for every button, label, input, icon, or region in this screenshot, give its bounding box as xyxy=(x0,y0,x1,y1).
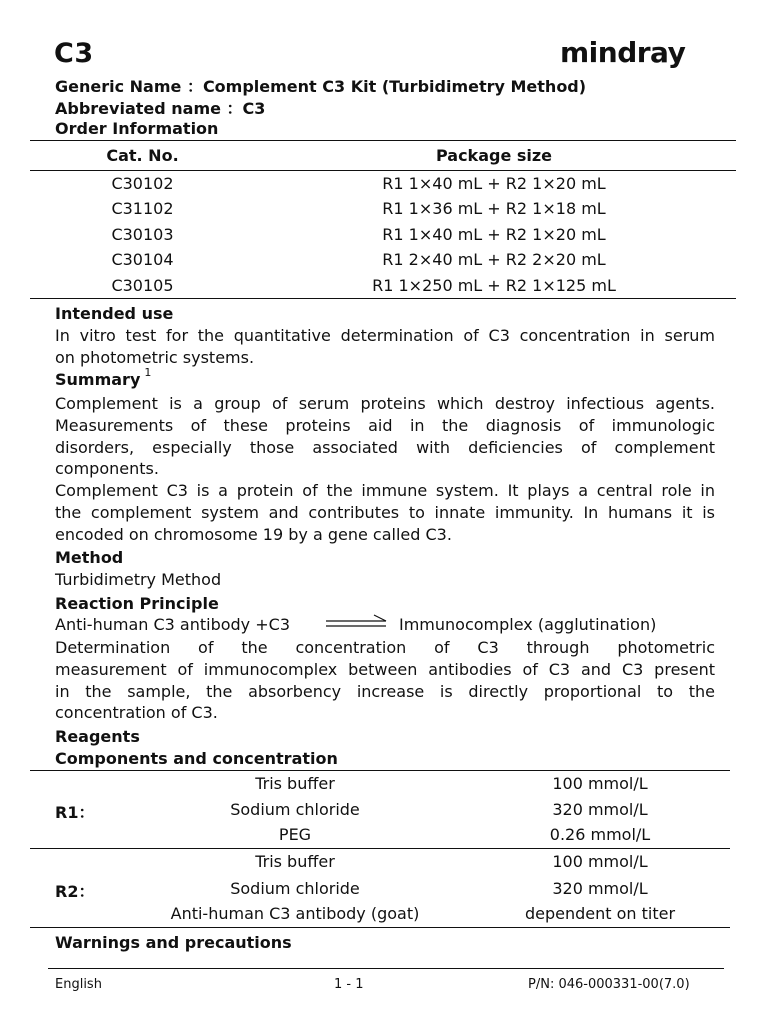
table-cell-cat: C30104 xyxy=(111,250,174,269)
reagent-component-concentration: 100 mmol/L xyxy=(552,774,648,793)
reaction-left-side: Anti-human C3 antibody +C3 xyxy=(55,615,290,634)
intended-use-line: In vitro test for the quantitative determination of C3 concentration in serum xyxy=(55,326,715,345)
summary-line: encoded on chromosome 19 by a gene called C3. xyxy=(55,525,452,544)
reagent-component-name: PEG xyxy=(278,825,312,844)
footer-language: English xyxy=(55,977,102,992)
reagent-component-concentration: 100 mmol/L xyxy=(552,852,648,871)
intended-use-heading: Intended use xyxy=(55,304,174,323)
summary-line: disorders, especially those associated with deficiencies of complement xyxy=(55,438,715,457)
column-header-cat-no: Cat. No. xyxy=(106,146,179,165)
reaction-right-side: Immunocomplex (agglutination) xyxy=(399,615,657,634)
reagent-component-concentration: 0.26 mmol/L xyxy=(549,825,651,844)
table-top-rule xyxy=(30,140,736,141)
table-cell-package: R1 1×36 mL + R2 1×18 mL xyxy=(382,199,606,218)
reagent-component-name: Anti-human C3 antibody (goat) xyxy=(170,904,420,923)
summary-heading-text: Summary xyxy=(55,370,141,389)
reagent-component-name: Tris buffer xyxy=(255,852,335,871)
method-heading: Method xyxy=(55,548,124,567)
summary-line: Complement is a group of serum proteins which destroy infectious agents. xyxy=(55,394,715,413)
table-cell-cat: C30105 xyxy=(111,276,174,295)
summary-line: components. xyxy=(55,459,159,478)
table-cell-package: R1 1×40 mL + R2 1×20 mL xyxy=(382,174,606,193)
components-heading: Components and concentration xyxy=(55,749,338,768)
table-cell-cat: C30103 xyxy=(111,225,174,244)
table-header-rule xyxy=(30,170,736,171)
table-cell-package: R1 2×40 mL + R2 2×20 mL xyxy=(382,250,606,269)
warnings-heading: Warnings and precautions xyxy=(55,933,292,952)
table-cell-cat: C30102 xyxy=(111,174,174,193)
brand-logo: mindray xyxy=(560,36,686,69)
order-information-heading: Order Information xyxy=(55,119,219,138)
summary-line: Complement C3 is a protein of the immune system. It plays a central role in xyxy=(55,481,715,500)
table-cell-cat: C31102 xyxy=(111,199,174,218)
reaction-line: measurement of immunocomplex between antibodies of C3 and C3 present xyxy=(55,660,715,679)
reagent-component-name: Sodium chloride xyxy=(230,800,360,819)
summary-heading xyxy=(55,366,152,389)
reagent-r1-label: R1： xyxy=(55,803,95,822)
reagent-component-name: Tris buffer xyxy=(255,774,335,793)
reagent-table-bottom-rule xyxy=(30,927,730,928)
table-bottom-rule xyxy=(30,298,736,299)
document-code: C3 xyxy=(54,38,94,69)
reagent-r2-label: R2： xyxy=(55,882,95,901)
generic-name: Generic Name ：Complement C3 Kit (Turbidimetry Method) xyxy=(55,77,587,96)
footer-page-number: 1 - 1 xyxy=(334,977,364,992)
footer-rule xyxy=(48,968,724,969)
reagent-component-name: Sodium chloride xyxy=(230,879,360,898)
reagents-heading: Reagents xyxy=(55,727,140,746)
summary-reference: 1 xyxy=(144,366,152,379)
equilibrium-arrows-icon xyxy=(324,611,390,633)
reaction-line: concentration of C3. xyxy=(55,703,218,722)
method-text: Turbidimetry Method xyxy=(55,570,222,589)
reaction-line: in the sample, the absorbency increase is directly proportional to the xyxy=(55,682,715,701)
summary-line: Measurements of these proteins aid in the diagnosis of immunologic xyxy=(55,416,715,435)
footer-part-number: P/N: 046-000331-00(7.0) xyxy=(528,977,690,992)
reaction-line: Determination of the concentration of C3 through photometric xyxy=(55,638,715,657)
intended-use-line: on photometric systems. xyxy=(55,348,255,367)
reaction-principle-heading: Reaction Principle xyxy=(55,594,219,613)
reagent-component-concentration: dependent on titer xyxy=(524,904,676,923)
reagent-component-concentration: 320 mmol/L xyxy=(552,800,648,819)
table-cell-package: R1 1×40 mL + R2 1×20 mL xyxy=(382,225,606,244)
reagent-component-concentration: 320 mmol/L xyxy=(552,879,648,898)
reagent-table-divider xyxy=(30,848,730,849)
abbreviated-name: Abbreviated name ：C3 xyxy=(55,99,266,118)
table-cell-package: R1 1×250 mL + R2 1×125 mL xyxy=(372,276,616,295)
column-header-package-size: Package size xyxy=(435,146,553,165)
summary-line: the complement system and contributes to innate immunity. In humans it is xyxy=(55,503,715,522)
reagent-table-top-rule xyxy=(30,770,730,771)
